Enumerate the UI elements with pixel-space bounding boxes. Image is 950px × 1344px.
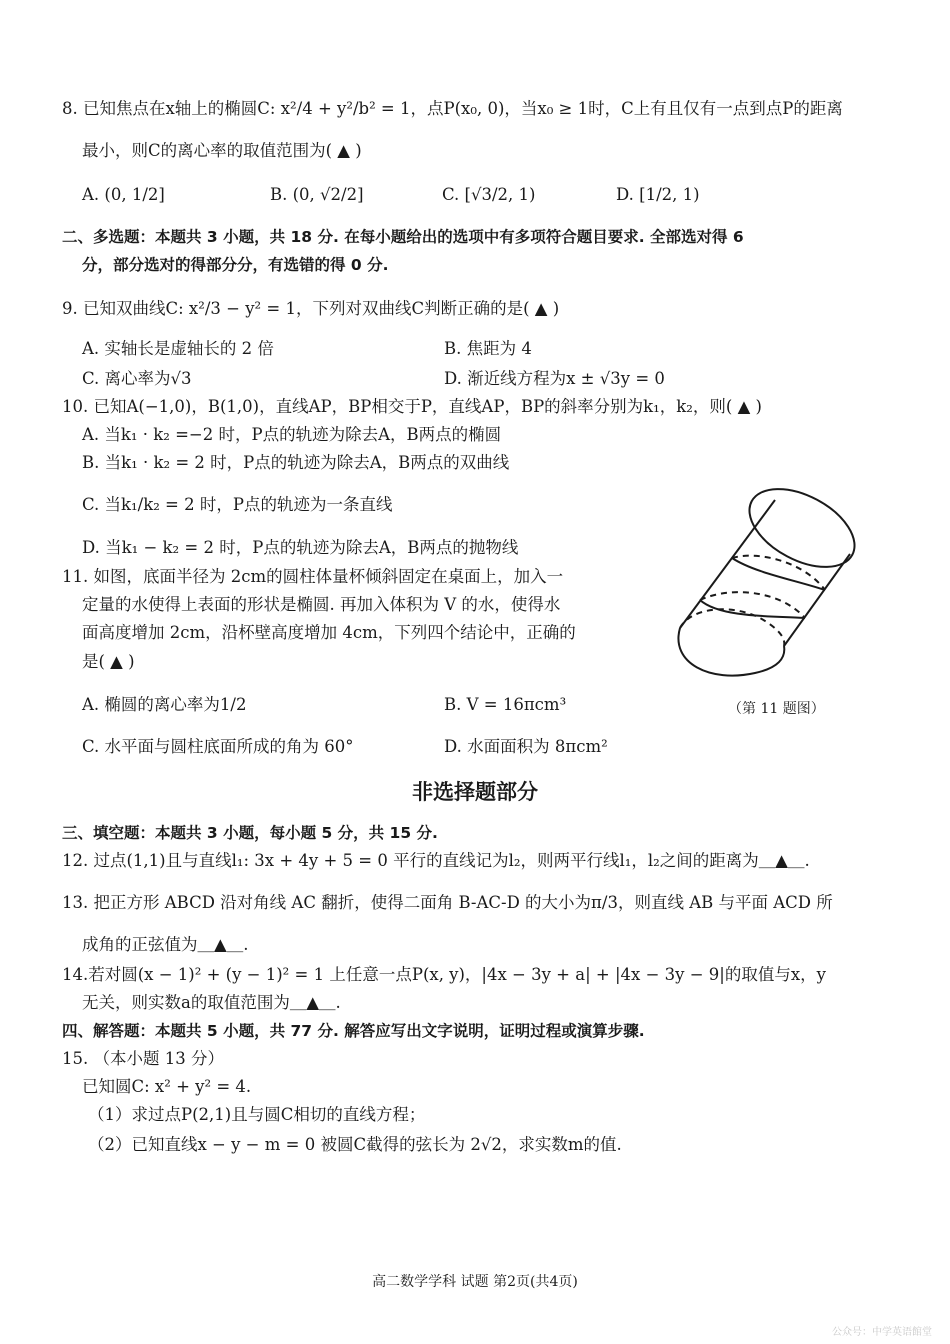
q12-stem: 12. 过点(1,1)且与直线l₁: 3x + 4y + 5 = 0 平行的直线记为l₂，则两平行线l₁，l₂之间的距离为＿▲＿. bbox=[62, 851, 810, 870]
q9-option-c: C. 离心率为√3 bbox=[82, 369, 192, 388]
section3-heading: 三、填空题：本题共 3 小题，每小题 5 分，共 15 分. bbox=[62, 824, 438, 842]
page-footer: 高二数学学科 试题 第2页(共4页) bbox=[372, 1274, 578, 1290]
q11-option-b: B. V = 16πcm³ bbox=[444, 695, 567, 714]
section2-heading-line2: 分，部分选对的得部分分，有选错的得 0 分. bbox=[82, 256, 389, 274]
section4-heading: 四、解答题：本题共 5 小题，共 77 分. 解答应写出文字说明，证明过程或演算步骤. bbox=[62, 1022, 645, 1040]
q11-stem-line2: 定量的水使得上表面的形状是椭圆. 再加入体积为 V 的水，使得水 bbox=[82, 595, 561, 614]
q11-option-c: C. 水平面与圆柱底面所成的角为 60° bbox=[82, 737, 354, 756]
watermark: 公众号：中学英语館堂 bbox=[832, 1327, 932, 1338]
q9-stem: 9. 已知双曲线C: x²/3 − y² = 1，下列对双曲线C判断正确的是( ▲ ) bbox=[62, 299, 560, 318]
q14-stem-line1: 14.若对圆(x − 1)² + (y − 1)² = 1 上任意一点P(x, y)，|4x − 3y + a| + |4x − 3y − 9|的取值与x，y bbox=[62, 965, 826, 984]
q8-option-c: C. [√3/2, 1) bbox=[442, 185, 536, 204]
q11-stem-line1: 11. 如图，底面半径为 2cm的圆柱体量杯倾斜固定在桌面上，加入一 bbox=[62, 567, 564, 586]
q10-option-d: D. 当k₁ − k₂ = 2 时，P点的轨迹为除去A，B两点的抛物线 bbox=[82, 538, 519, 557]
q11-option-a: A. 椭圆的离心率为1/2 bbox=[82, 695, 247, 714]
q8-stem-line2: 最小，则C的离心率的取值范围为( ▲ ) bbox=[82, 141, 362, 160]
q10-option-a: A. 当k₁ · k₂ =−2 时，P点的轨迹为除去A，B两点的椭圆 bbox=[82, 425, 502, 444]
q13-stem-line1: 13. 把正方形 ABCD 沿对角线 AC 翻折，使得二面角 B-AC-D 的大小为π/3，则直线 AB 与平面 ACD 所 bbox=[62, 893, 833, 912]
q13-stem-line2: 成角的正弦值为＿▲＿. bbox=[82, 935, 249, 954]
q11-option-d: D. 水面面积为 8πcm² bbox=[444, 737, 608, 756]
q8-stem-line1: 8. 已知焦点在x轴上的椭圆C: x²/4 + y²/b² = 1，点P(x₀, 0)，当x₀ ≥ 1时，C上有且仅有一点到点P的距离 bbox=[62, 99, 843, 118]
q11-figure-tilted-cylinder bbox=[660, 478, 870, 698]
q15-title: 15. （本小题 13 分） bbox=[62, 1049, 224, 1068]
q9-option-a: A. 实轴长是虚轴长的 2 倍 bbox=[82, 339, 274, 358]
q9-option-b: B. 焦距为 4 bbox=[444, 339, 532, 358]
q10-stem: 10. 已知A(−1,0)，B(1,0)，直线AP，BP相交于P，直线AP，BP的斜率分别为k₁，k₂，则( ▲ ) bbox=[62, 397, 762, 416]
q9-option-d: D. 渐近线方程为x ± √3y = 0 bbox=[444, 369, 665, 388]
part2-title: 非选择题部分 bbox=[412, 780, 538, 804]
q8-option-d: D. [1/2, 1) bbox=[616, 185, 700, 204]
q11-stem-line3: 面高度增加 2cm，沿杯壁高度增加 4cm，下列四个结论中，正确的 bbox=[82, 623, 576, 642]
q8-option-b: B. (0, √2/2] bbox=[270, 185, 364, 204]
q10-option-c: C. 当k₁/k₂ = 2 时，P点的轨迹为一条直线 bbox=[82, 495, 393, 514]
q10-option-b: B. 当k₁ · k₂ = 2 时，P点的轨迹为除去A，B两点的双曲线 bbox=[82, 453, 510, 472]
q14-stem-line2: 无关，则实数a的取值范围为＿▲＿. bbox=[82, 993, 341, 1012]
q15-part1: （1）求过点P(2,1)且与圆C相切的直线方程； bbox=[88, 1105, 426, 1124]
q11-stem-line4: 是( ▲ ) bbox=[82, 652, 135, 671]
q15-part2: （2）已知直线x − y − m = 0 被圆C截得的弦长为 2√2，求实数m的值. bbox=[88, 1135, 622, 1154]
q15-given: 已知圆C: x² + y² = 4. bbox=[82, 1077, 252, 1096]
section2-heading-line1: 二、多选题：本题共 3 小题，共 18 分. 在每小题给出的选项中有多项符合题目要求. 全部选对得 6 bbox=[62, 228, 744, 246]
q11-figure-caption: （第 11 题图） bbox=[728, 701, 825, 717]
q8-option-a: A. (0, 1/2] bbox=[82, 185, 165, 204]
